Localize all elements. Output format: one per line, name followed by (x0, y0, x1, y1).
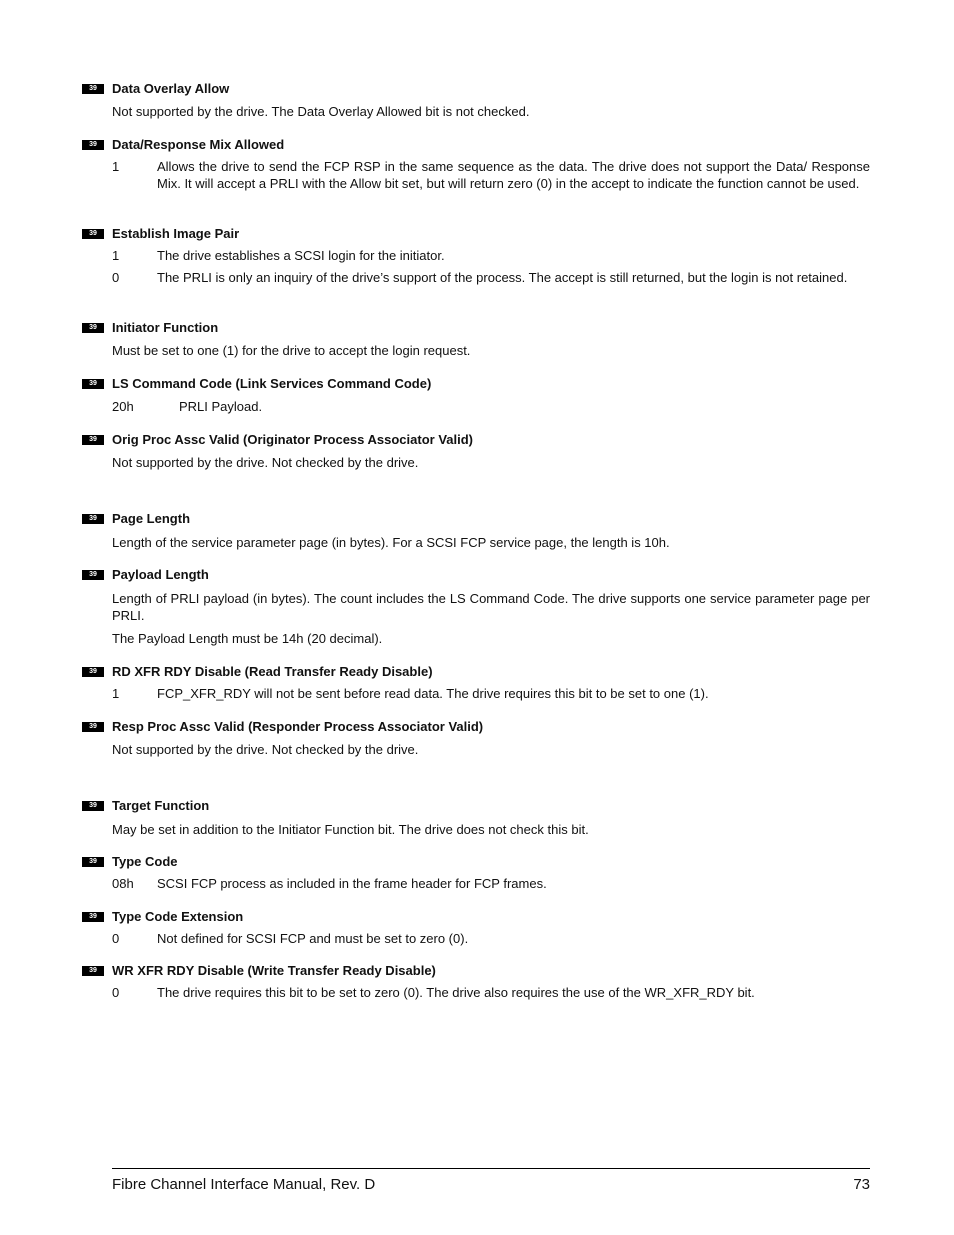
section-header (82, 510, 882, 528)
section-header (82, 718, 882, 736)
item-code: 08h (112, 876, 134, 891)
section-title: LS Command Code (Link Services Command Code) (112, 376, 432, 391)
section-text: Length of the service parameter page (in bytes). For a SCSI FCP service page, the length is 10h. (112, 535, 670, 550)
section-text: Length of PRLI payload (in bytes). The count includes the LS Command Code. The drive supports one service parameter page per PRLI. (112, 591, 870, 623)
section-header (82, 962, 882, 980)
revision-badge: 39 (82, 84, 104, 94)
item-text: PRLI Payload. (179, 399, 263, 414)
item-code: 0 (112, 270, 120, 285)
section-title: Data/Response Mix Allowed (112, 137, 285, 152)
item-code: 0 (112, 985, 120, 1000)
section-title: Type Code (112, 854, 178, 869)
section-header (82, 375, 882, 393)
item-text: The drive requires this bit to be set to zero (0). The drive also requires the use of the WR_XFR_RDY bit. (157, 985, 755, 1000)
section-text: Not supported by the drive. The Data Overlay Allowed bit is not checked. (112, 104, 530, 119)
footer-document-title: Fibre Channel Interface Manual, Rev. D (112, 1176, 376, 1193)
section-title: Type Code Extension (112, 909, 244, 924)
section-title: Page Length (112, 511, 191, 526)
item-text: Allows the drive to send the FCP RSP in the same sequence as the data. The drive does not support the Data/ Response Mix. It will accept a PRLI with the Allow bit set, but will return zero (0) in the accept to indicate the function cannot be used. (157, 159, 870, 191)
revision-badge: 39 (82, 570, 104, 580)
item-code: 1 (112, 248, 120, 263)
item-text: FCP_XFR_RDY will not be sent before read data. The drive requires this bit to be set to one (1). (157, 686, 709, 701)
revision-badge: 39 (82, 857, 104, 867)
revision-badge: 39 (82, 229, 104, 239)
section-text: May be set in addition to the Initiator Function bit. The drive does not check this bit. (112, 822, 589, 837)
section-header (82, 908, 882, 926)
section-header (82, 663, 882, 681)
item-text: Not defined for SCSI FCP and must be set to zero (0). (157, 931, 469, 946)
section-text: Must be set to one (1) for the drive to accept the login request. (112, 343, 471, 358)
item-code: 1 (112, 159, 120, 174)
section-title: Data Overlay Allow (112, 81, 230, 96)
revision-badge: 39 (82, 912, 104, 922)
section-text-note: The Payload Length must be 14h (20 decimal). (112, 631, 383, 646)
section-title: Resp Proc Assc Valid (Responder Process Associator Valid) (112, 719, 484, 734)
section-title: Initiator Function (112, 320, 219, 335)
footer-divider (112, 1168, 870, 1169)
item-text: SCSI FCP process as included in the frame header for FCP frames. (157, 876, 547, 891)
section-header (82, 80, 882, 98)
section-header (82, 319, 882, 337)
revision-badge: 39 (82, 379, 104, 389)
section-title: Establish Image Pair (112, 226, 240, 241)
section-title: Target Function (112, 798, 210, 813)
section-header (82, 431, 882, 449)
section-title: Payload Length (112, 567, 209, 582)
section-text: Not supported by the drive. Not checked by the drive. (112, 455, 419, 470)
revision-badge: 39 (82, 722, 104, 732)
item-code: 0 (112, 931, 120, 946)
section-header (82, 225, 882, 243)
section-title: WR XFR RDY Disable (Write Transfer Ready Disable) (112, 963, 436, 978)
revision-badge: 39 (82, 323, 104, 333)
item-text: The drive establishes a SCSI login for the initiator. (157, 248, 445, 263)
item-code: 20h (112, 399, 134, 414)
section-title: Orig Proc Assc Valid (Originator Process Associator Valid) (112, 432, 473, 447)
item-code: 1 (112, 686, 120, 701)
footer-page-number: 73 (853, 1176, 870, 1193)
revision-badge: 39 (82, 966, 104, 976)
section-header (82, 566, 882, 584)
section-text: Not supported by the drive. Not checked by the drive. (112, 742, 419, 757)
revision-badge: 39 (82, 801, 104, 811)
item-text: The PRLI is only an inquiry of the drive’s support of the process. The accept is still returned, but the login is not retained. (157, 270, 848, 285)
section-header (82, 797, 882, 815)
section-title: RD XFR RDY Disable (Read Transfer Ready Disable) (112, 664, 433, 679)
revision-badge: 39 (82, 514, 104, 524)
section-header (82, 136, 882, 154)
revision-badge: 39 (82, 667, 104, 677)
revision-badge: 39 (82, 140, 104, 150)
revision-badge: 39 (82, 435, 104, 445)
section-header (82, 853, 882, 871)
